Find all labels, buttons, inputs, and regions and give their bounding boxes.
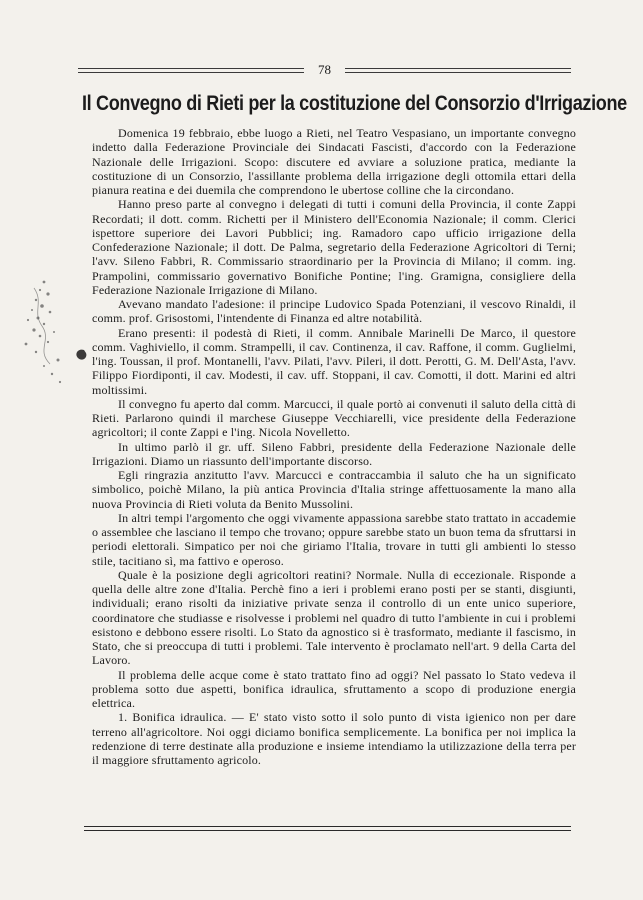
article-title: Il Convegno di Rieti per la costituzione del Consorzio d'Irrigazione [82, 92, 627, 115]
footer-rule [84, 826, 571, 831]
library-stamp-mark [14, 272, 94, 392]
article-paragraph: Egli ringrazia anzitutto l'avv. Marcucci e contraccambia il saluto che ha un significato simbolico, poichè Milano, la più antica Provincia d'Italia stringe affettuosamente la mano alla nuova Provincia di Rieti voluta da Benito Mussolini. [92, 468, 576, 511]
header-rule-left [78, 68, 304, 73]
article-paragraph: Avevano mandato l'adesione: il principe Ludovico Spada Potenziani, il vescovo Rinaldi, il comm. prof. Grisostomi, l'intendente di Finanza ed altre notabilità. [92, 297, 576, 326]
article-paragraph: In ultimo parlò il gr. uff. Sileno Fabbri, presidente della Federazione Nazionale delle Irrigazioni. Diamo un riassunto dell'importante discorso. [92, 439, 576, 468]
page-number: 78 [318, 62, 331, 77]
article-paragraph: Quale è la posizione degli agricoltori reatini? Normale. Nulla di eccezionale. Risponde a quella delle altre zone d'Italia. Perchè fino a ieri i problemi erano posti per se stanti, disgiunti, individuali; erano risolti da iniziative private senza il controllo di un ente unico superiore, coordinatore che studiasse e risolvesse i problemi nel quadro di tutto l'ambiente in cui i problemi esistono e debbono essere risolti. Lo Stato da agnostico si è trasformato, mediante il fascismo, in Stato, che si preoccupa di tutti i problemi. Tale intervento è proclamato nell'art. 9 della Carta del Lavoro. [92, 567, 576, 668]
article-paragraph: Erano presenti: il podestà di Rieti, il comm. Annibale Marinelli De Marco, il questore comm. Vaghiviello, il comm. Strampelli, il cav. Continenza, il cav. Raffone, il comm. Guglielmi, l'ing. Toussan, il prof. Montanelli, l'avv. Pilati, l'avv. Pileri, il dott. Perotti, G. M. Dell'Asta, l'avv. Filippo Fiordiponti, il cav. Modesti, il cav. uff. Stoppani, il cav. Comotti, il dott. Marini ed altri moltissimi. [92, 325, 576, 397]
article-paragraph: Il problema delle acque come è stato trattato fino ad oggi? Nel passato lo Stato vedeva il problema sotto due aspetti, bonifica idraulica, sfruttamento a scopo di produzione energia elettrica. [92, 667, 576, 710]
page-header [78, 60, 571, 80]
article-paragraph: Domenica 19 febbraio, ebbe luogo a Rieti, nel Teatro Vespasiano, un importante convegno indetto dalla Federazione Provinciale dei Sindacati Fascisti, d'accordo con la Federazione Nazionale delle Irrigazioni. Scopo: discutere ed avviare a soluzione pratica, mediante la costituzione di un Consorzio, l'assillante problema della irrigazione degli ottomila ettari della pianura reatina e dei duemila che comprendono le ubertose colline che la circondano. [92, 126, 576, 197]
article-paragraph: Il convegno fu aperto dal comm. Marcucci, il quale portò ai convenuti il saluto della città di Rieti. Parlarono quindi il marchese Giuseppe Vecchiarelli, vice presidente della Federazione agricoltori; il conte Zappi e l'ing. Nicola Novelletto. [92, 396, 576, 440]
header-rule-right [345, 68, 571, 73]
article-paragraph: In altri tempi l'argomento che oggi vivamente appassiona sarebbe stato trattato in accademie o assemblee che lasciano il tempo che trovano; oppure sarebbe stato un buon tema da sfruttarsi in periodi elettorali. Simpatico per noi che giriamo l'Italia, trovare in tutti gli ambienti lo stesso stile, tacitiano sì, ma fattivo e operoso. [92, 510, 576, 568]
article-paragraph: 1. Bonifica idraulica. — E' stato visto sotto il solo punto di vista igienico non per dare terreno all'agricoltore. Noi oggi diciamo bonifica semplicemente. La bonifica per noi implica la redenzione di terre destinate alla produzione e insieme intendiamo la utilizzazione della terra per il maggiore sfruttamento agricolo. [92, 710, 576, 767]
article-body [92, 126, 576, 767]
article-paragraph: Hanno preso parte al convegno i delegati di tutti i comuni della Provincia, il conte Zappi Recordati; il dott. comm. Richetti per il Ministero dell'Economia Nazionale; il comm. Clerici ispettore superiore dei Lavori Pubblici; ing. Ramadoro capo ufficio irrigazione della Confederazione Nazionale; il dott. De Palma, segretario della Federazione Agricoltori di Terni; l'avv. Sileno Fabbri, R. Commissario straordinario per la Provincia di Milano; il comm. ing. Prampolini, commissario governativo Bonifiche Pontine; l'ing. Gramigna, consigliere della Federazione Nazionale Irrigazione di Milano. [92, 197, 576, 297]
